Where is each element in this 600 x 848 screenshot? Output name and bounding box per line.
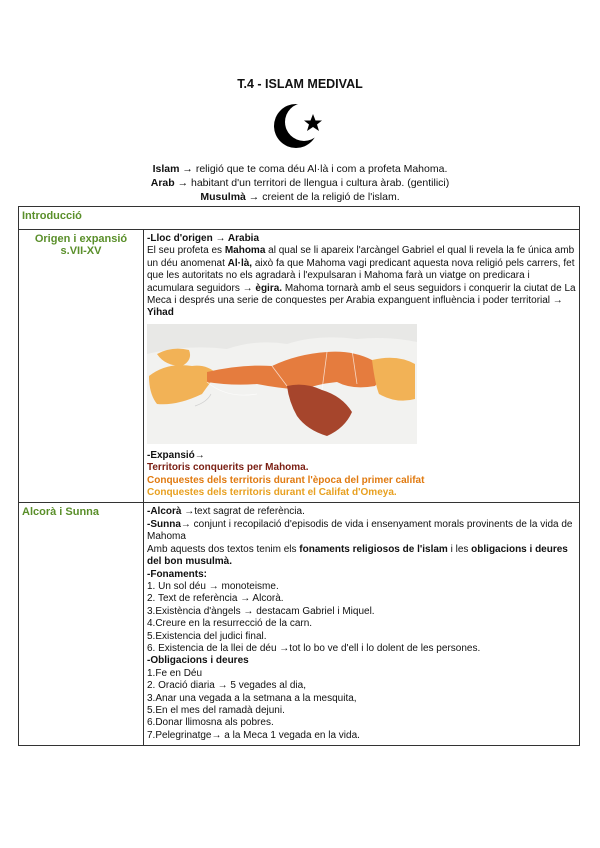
obligacio-item: 5.En el mes del ramadà dejuni. [147,704,285,716]
legend-primer-califat: Conquestes dels territoris durant l'època del primer califat [147,474,425,486]
row-introduccio [19,207,580,230]
fonament-item: 4.Creure en la resurrecció de la carn. [147,618,313,630]
fonaments-heading: -Fonaments: [147,568,207,580]
fonament-item: 3.Existència d'àngels → destacam Gabriel i Miquel. [147,605,375,617]
definitions [0,162,600,204]
expansion-map [147,324,417,444]
alcora-label: Alcorà i Sunna [22,506,100,519]
fonament-item: 1. Un sol déu → monoteisme. [147,580,279,592]
row-alcora [19,503,580,746]
origen-label: Origen i expansió [34,233,128,245]
alcora-content [144,503,580,746]
obligacio-item: 3.Anar una vegada a la setmana a la mesquita, [147,692,357,704]
fonament-item: 2. Text de referència → Alcorà. [147,593,284,605]
definition-islam: Islam → religió que te coma déu Al·là i com a profeta Mahoma. [152,163,448,175]
content-table [18,206,580,746]
page-title: T.4 - ISLAM MEDIVAL [237,77,363,91]
alcora-def: -Alcorà →text sagrat de referència. [147,506,305,518]
row-origen [19,230,580,503]
origen-paragraph: El seu profeta es Mahoma al qual se li apareix l'arcàngel Gabriel el qual li revela la fe única amb un déu anomenat Al·là, això fa que Mahoma vagi predicant aquesta nova religió pels carrers, fet que les autoritats no els agradarà i l'expulsaran i Mahoma farà un viatge on predicara i acumulara seguidors → ègira. Mahoma tornarà amb el seus seguidors i conquerir la ciutat de La Meca i després una serie de conquestes per Arabia expanguent influència i poder territorial → Yihad [147,245,576,319]
obligacio-item: 2. Oració diaria → 5 vegades al dia, [147,680,306,692]
obligacio-item: 6.Donar llimosna als pobres. [147,717,274,729]
fonament-item: 6. Existencia de la llei de déu →tot lo bo ve d'ell i lo dolent de les persones. [147,642,481,654]
alcora-label-cell [19,503,144,746]
legend-mahoma: Territoris conquerits per Mahoma. [147,462,309,474]
obligacio-item: 1.Fe en Déu [147,667,203,679]
sunna-def: -Sunna→ conjunt i recopilació d'episodis de vida i ensenyament morals provinents de la vida de Mahoma [147,518,573,543]
fonament-item: 5.Existencia del judici final. [147,630,267,642]
obligacions-heading: -Obligacions i deures [147,655,249,667]
textos-paragraph: Amb aquests dos textos tenim els fonaments religiosos de l'islam i les obligacions i deures del bon musulmà. [147,543,568,568]
origen-period: s.VII-XV [60,245,102,258]
origen-content [144,230,580,503]
intro-heading: Introducció [22,210,82,222]
obligacio-item: 7.Pelegrinatge→ a la Meca 1 vegada en la vida. [147,729,360,741]
definition-musulma: Musulmà → creient de la religió de l'islam. [200,191,400,203]
lloc-origen-heading: -Lloc d'origen → Arabia [147,233,260,244]
expansio-heading: -Expansió→ [147,449,205,461]
legend-califat-omeya: Conquestes dels territoris durant el Califat d'Omeya. [147,487,397,499]
definition-arab: Arab → habitant d'un territori de llengua i cultura àrab. (gentilici) [150,177,450,189]
crescent-star-icon [270,100,330,152]
origen-label-cell [19,230,144,503]
